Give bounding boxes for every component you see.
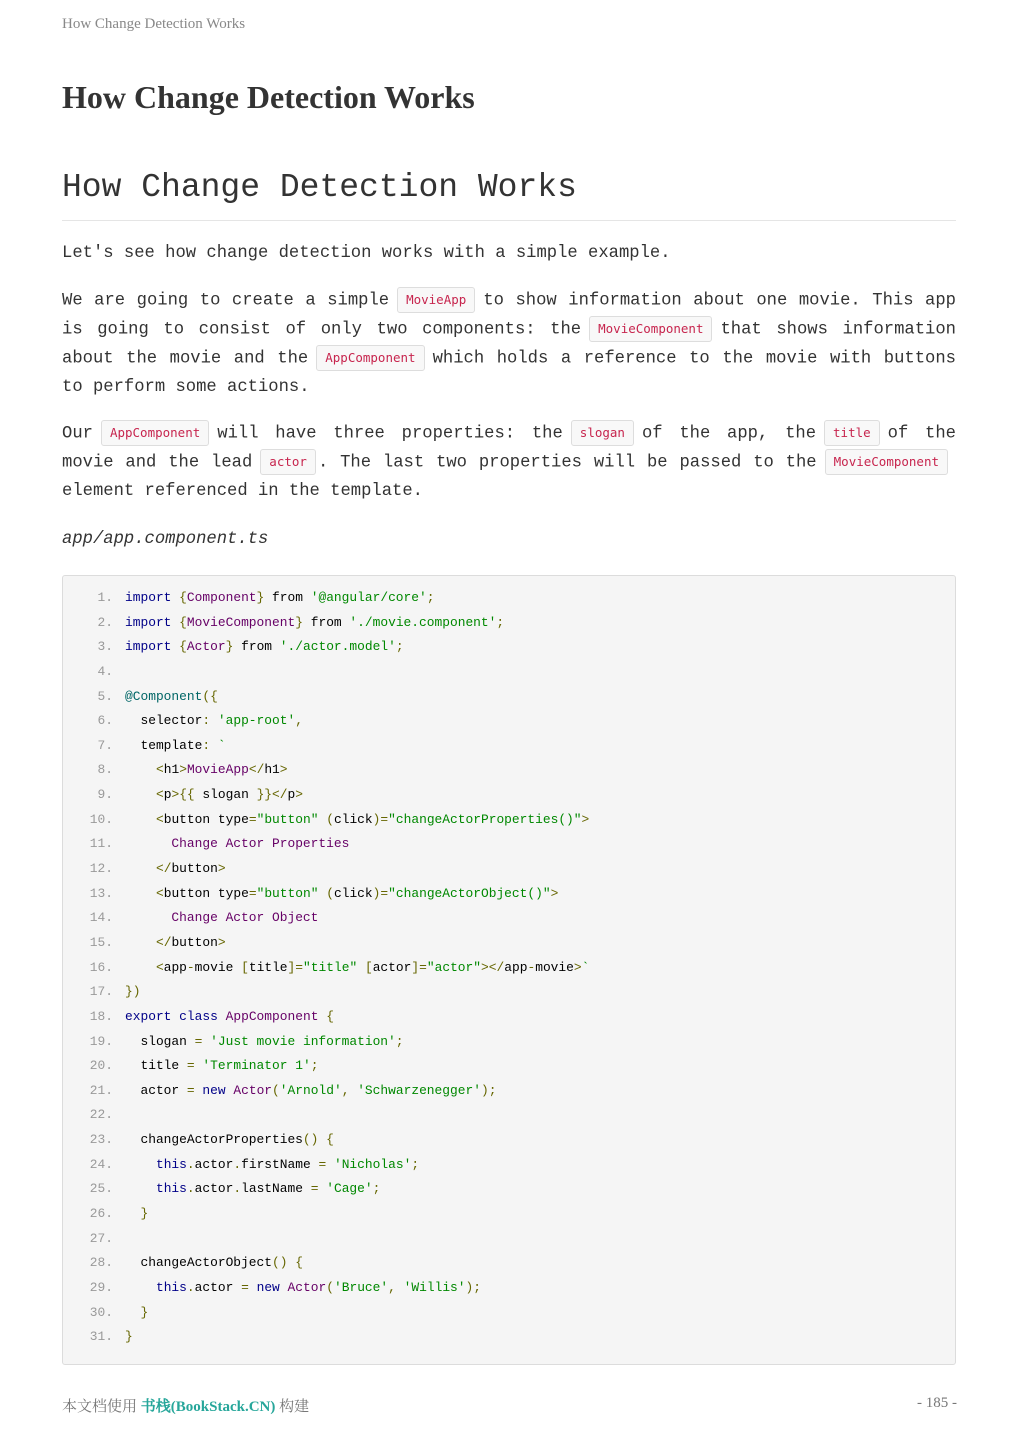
code-line — [63, 906, 955, 931]
code-token: = — [318, 1156, 327, 1172]
line-number: 16. — [89, 959, 113, 975]
code-token — [210, 713, 218, 728]
code-token: ></ — [481, 959, 505, 975]
code-token: firstName — [241, 1156, 319, 1172]
code-token: 'Arnold' — [279, 1082, 342, 1098]
code-token — [125, 1280, 156, 1295]
code-token: type — [217, 885, 249, 901]
code-line — [63, 980, 955, 1005]
code-token: { — [179, 639, 187, 655]
line-number: 5. — [97, 688, 113, 704]
code-token: } — [225, 639, 234, 655]
code-token: Change Actor Object — [171, 910, 319, 926]
code-token: )= — [372, 885, 389, 901]
code-token — [357, 960, 365, 975]
line-number: 17. — [89, 984, 113, 1000]
code-line — [63, 832, 955, 857]
code-line — [63, 1128, 955, 1153]
code-token: ; — [395, 1033, 404, 1049]
code-token: AppComponent — [225, 1008, 319, 1024]
line-number: 8. — [97, 762, 113, 778]
code-token: title — [125, 1058, 187, 1074]
code-token: 'Schwarzenegger' — [357, 1082, 481, 1098]
code-token: "changeActorObject()" — [388, 885, 551, 901]
paragraph-text: element referenced in the template. — [62, 482, 423, 502]
code-token: app — [504, 959, 528, 975]
code-token: 'Terminator 1' — [202, 1058, 311, 1074]
line-number: 18. — [89, 1008, 113, 1024]
paragraph-text: of the movie and the lead — [62, 424, 956, 473]
inline-code: slogan — [571, 420, 634, 446]
code-token — [233, 960, 241, 975]
code-token: 'app-root' — [217, 713, 296, 729]
code-token: > — [295, 787, 304, 803]
code-line — [63, 808, 955, 833]
code-token: ( — [272, 1082, 280, 1098]
code-token: selector — [125, 713, 203, 729]
code-token: slogan — [125, 1033, 195, 1049]
code-line — [63, 685, 955, 710]
inline-code: MovieApp — [397, 287, 475, 313]
code-token — [125, 1305, 140, 1320]
paragraph-text: which holds a reference to the movie with buttons to perform some actions. — [62, 349, 956, 398]
code-token: this — [155, 1181, 187, 1197]
code-token: title — [248, 959, 288, 975]
code-token — [125, 1157, 156, 1172]
code-token: } — [140, 1304, 149, 1320]
line-number: 28. — [89, 1255, 113, 1271]
code-line — [63, 709, 955, 734]
code-line — [63, 1054, 955, 1079]
code-token — [125, 762, 156, 777]
code-token: { — [295, 1255, 303, 1271]
section-heading: How Change Detection Works — [62, 168, 956, 221]
code-token: </ — [155, 934, 172, 950]
code-token: , — [295, 713, 303, 729]
line-number: 15. — [89, 934, 113, 950]
code-token: "button" — [256, 811, 319, 827]
code-token: Actor — [287, 1279, 327, 1295]
code-token: export — [125, 1008, 172, 1024]
code-line — [63, 882, 955, 907]
code-line — [63, 586, 955, 611]
code-token — [125, 812, 156, 827]
code-token — [249, 1280, 257, 1295]
code-token: '@angular/core' — [310, 590, 427, 605]
page-title: How Change Detection Works — [62, 79, 475, 115]
inline-code: AppComponent — [101, 420, 209, 446]
line-number: 31. — [89, 1329, 113, 1345]
code-token: : — [202, 737, 211, 753]
line-number: 26. — [89, 1206, 113, 1222]
code-token — [125, 910, 171, 925]
line-number: 2. — [97, 614, 113, 630]
code-token: () — [271, 1255, 288, 1271]
code-token — [125, 836, 171, 851]
code-token: ]= — [411, 959, 427, 975]
code-token: 'Bruce' — [333, 1279, 389, 1295]
code-token: new — [256, 1279, 280, 1295]
code-token: [ — [364, 959, 373, 975]
line-number: 3. — [97, 639, 113, 655]
code-token: > — [279, 762, 288, 778]
code-token: button — [163, 811, 211, 827]
code-line — [63, 1276, 955, 1301]
code-token: button — [171, 861, 218, 877]
code-token: h1 — [163, 762, 180, 778]
code-token: movie — [194, 959, 234, 975]
code-line — [63, 1153, 955, 1178]
code-token: actor — [125, 1082, 187, 1098]
code-token — [210, 738, 218, 753]
code-token: app — [163, 959, 187, 975]
code-token: ; — [426, 590, 435, 605]
page-number: - 185 - — [917, 1395, 957, 1411]
code-token: > — [179, 762, 187, 778]
code-token: button — [171, 934, 218, 950]
paragraph-components — [62, 287, 956, 403]
code-token: - — [527, 959, 536, 975]
code-token: . — [186, 1156, 195, 1172]
code-block — [62, 575, 956, 1365]
code-token: "button" — [256, 885, 319, 901]
code-token: { — [326, 1132, 334, 1148]
code-token: { — [179, 590, 187, 605]
code-token — [218, 1009, 226, 1024]
code-token: lastName — [241, 1181, 311, 1197]
code-token — [326, 1157, 334, 1172]
code-token: ]= — [287, 959, 304, 975]
code-token: }) — [125, 984, 141, 1000]
code-token: actor — [194, 1156, 234, 1172]
code-token: class — [179, 1008, 218, 1024]
code-token: { — [179, 614, 187, 630]
code-token — [171, 639, 179, 654]
code-line — [63, 1301, 955, 1326]
paragraph-properties — [62, 420, 956, 507]
footer-credit — [62, 1395, 309, 1416]
paragraph-text: will have three properties: the — [217, 424, 563, 444]
inline-code: title — [824, 420, 880, 446]
code-line — [63, 758, 955, 783]
code-line — [63, 734, 955, 759]
line-number: 11. — [89, 836, 113, 852]
code-token: click — [333, 811, 373, 827]
code-line — [63, 1103, 955, 1128]
code-token — [280, 1280, 288, 1295]
code-line — [63, 1005, 955, 1030]
code-token: = — [248, 811, 257, 827]
code-token: ); — [480, 1082, 497, 1098]
code-line — [63, 660, 955, 685]
code-token: changeActorProperties — [125, 1132, 303, 1148]
line-number: 21. — [89, 1082, 113, 1098]
line-number: 1. — [97, 590, 113, 605]
intro-paragraph: Let's see how change detection works with a simple example. — [62, 244, 671, 263]
code-token: = — [186, 1082, 195, 1098]
code-token: movie — [535, 959, 574, 975]
paragraph-text: of the app, the — [641, 424, 817, 444]
code-token: ; — [411, 1156, 420, 1172]
code-token: 'Cage' — [326, 1181, 373, 1197]
line-number: 22. — [89, 1107, 113, 1123]
code-token: "changeActorProperties()" — [388, 811, 582, 827]
line-number: 6. — [97, 713, 113, 729]
code-token: < — [155, 762, 164, 778]
inline-code: MovieComponent — [589, 316, 712, 342]
code-token: . — [186, 1279, 195, 1295]
code-token: ; — [372, 1181, 381, 1197]
footer-text: 构建 — [279, 1399, 310, 1415]
code-token: . — [233, 1181, 242, 1197]
line-number: 13. — [89, 885, 113, 901]
paragraph-text: Our — [62, 424, 93, 444]
code-token: './actor.model' — [279, 639, 396, 655]
code-line — [63, 1079, 955, 1104]
code-line — [63, 956, 955, 981]
code-filename: app/app.component.ts — [62, 530, 269, 549]
code-token: click — [333, 885, 373, 901]
code-token: ; — [310, 1058, 319, 1074]
code-line — [63, 1227, 955, 1252]
code-token: [ — [241, 959, 249, 975]
code-token — [125, 787, 156, 802]
line-number: 7. — [97, 737, 113, 753]
paragraph-text: . The last two properties will be passed to the — [317, 453, 817, 473]
code-line — [63, 1177, 955, 1202]
code-line — [63, 1202, 955, 1227]
code-token: > — [217, 934, 226, 950]
code-line — [63, 635, 955, 660]
code-token — [396, 1280, 404, 1295]
code-token: ; — [395, 639, 404, 655]
code-token: './movie.component' — [349, 614, 497, 630]
code-token: { — [326, 1008, 334, 1024]
code-token: p — [287, 787, 296, 803]
code-token — [125, 861, 156, 876]
code-token: </ — [248, 762, 265, 778]
code-token: >{{ — [171, 787, 195, 803]
code-token: "title" — [303, 959, 358, 975]
code-token: h1 — [264, 762, 280, 778]
code-token — [210, 886, 218, 901]
code-token: , — [388, 1279, 396, 1295]
code-token: new — [202, 1082, 226, 1098]
running-header: How Change Detection Works — [62, 16, 246, 32]
footer-text: 本文档使用 — [62, 1399, 138, 1415]
code-token: < — [155, 811, 164, 827]
code-token: . — [233, 1156, 242, 1172]
code-token: )= — [372, 811, 389, 827]
code-token: from — [302, 614, 350, 630]
code-token: ( — [326, 885, 334, 901]
code-token: MovieComponent — [186, 614, 296, 630]
code-token: : — [202, 713, 211, 729]
line-number: 4. — [97, 663, 113, 679]
code-token: } — [256, 590, 265, 605]
code-token: - — [186, 959, 195, 975]
code-token — [125, 960, 156, 975]
code-token: import — [125, 639, 172, 655]
code-token: ); — [465, 1279, 482, 1295]
code-token — [125, 935, 156, 950]
code-line — [63, 857, 955, 882]
paragraph-text: to show information about one movie. This app is going to consist of only two components: the — [62, 291, 956, 340]
code-token: import — [125, 590, 172, 605]
code-token: = — [248, 885, 257, 901]
code-line — [63, 1030, 955, 1055]
code-token — [202, 1034, 210, 1049]
code-token: slogan — [194, 787, 257, 803]
code-token: </ — [155, 861, 172, 877]
code-token: ( — [326, 811, 334, 827]
code-token: , — [341, 1082, 350, 1098]
code-line — [63, 1325, 955, 1350]
code-token: type — [217, 811, 249, 827]
code-token: from — [233, 639, 280, 655]
code-token — [210, 812, 218, 827]
code-token: import — [125, 614, 172, 630]
code-token: = — [194, 1033, 203, 1049]
code-token: Component — [186, 590, 257, 605]
code-token: < — [155, 787, 164, 803]
line-number: 29. — [89, 1279, 113, 1295]
code-token: = — [310, 1181, 319, 1197]
code-token: 'Nicholas' — [333, 1156, 412, 1172]
code-token — [171, 615, 179, 630]
code-token: } — [295, 614, 303, 630]
code-token: = — [186, 1058, 195, 1074]
code-token: @Component — [125, 688, 203, 704]
code-token: MovieApp — [186, 762, 249, 778]
line-number: 24. — [89, 1156, 113, 1172]
code-token: > — [573, 959, 582, 975]
code-token: Change Actor Properties — [171, 836, 350, 852]
code-token: } — [125, 1329, 133, 1345]
line-number: 30. — [89, 1304, 113, 1320]
code-token: actor — [194, 1279, 242, 1295]
line-number: 19. — [89, 1033, 113, 1049]
code-token: > — [217, 861, 226, 877]
code-token: actor — [194, 1181, 234, 1197]
code-token: button — [163, 885, 211, 901]
code-token: Actor — [186, 639, 226, 655]
code-token: < — [155, 959, 164, 975]
line-number: 14. — [89, 910, 113, 926]
code-token: actor — [372, 959, 412, 975]
code-token — [171, 590, 179, 605]
inline-code: AppComponent — [316, 345, 424, 371]
code-line — [63, 931, 955, 956]
code-token — [125, 1206, 140, 1221]
code-token: ({ — [202, 688, 218, 704]
code-line — [63, 783, 955, 808]
code-token: p — [163, 787, 172, 803]
paragraph-text: that shows information about the movie and the — [62, 320, 956, 369]
code-token — [171, 1009, 179, 1024]
line-number: 9. — [97, 787, 113, 803]
inline-code: MovieComponent — [825, 449, 948, 475]
line-number: 10. — [89, 811, 113, 827]
code-token — [125, 1181, 156, 1196]
code-token: }}</ — [256, 787, 288, 803]
code-token: = — [241, 1279, 249, 1295]
inline-code: actor — [260, 449, 316, 475]
code-line — [63, 1251, 955, 1276]
code-token: 'Just movie information' — [210, 1033, 396, 1049]
line-number: 25. — [89, 1181, 113, 1197]
code-token: ; — [496, 614, 505, 630]
code-token — [318, 1132, 326, 1147]
code-token: this — [155, 1279, 187, 1295]
code-token: ` — [217, 737, 226, 753]
paragraph-text: We are going to create a simple — [62, 291, 390, 311]
code-token: changeActorObject — [125, 1255, 272, 1271]
code-token: template — [125, 737, 203, 753]
code-token: "actor" — [426, 959, 482, 975]
code-token: ` — [581, 959, 590, 975]
code-token: > — [581, 811, 590, 827]
code-token — [125, 886, 156, 901]
line-number: 27. — [89, 1230, 113, 1246]
code-token: from — [264, 590, 311, 605]
code-token: ( — [326, 1279, 334, 1295]
code-token: . — [186, 1181, 195, 1197]
code-token: this — [155, 1156, 187, 1172]
code-token: 'Willis' — [403, 1279, 466, 1295]
line-number: 12. — [89, 861, 113, 877]
code-line — [63, 611, 955, 636]
code-token: < — [155, 885, 164, 901]
code-token: > — [550, 885, 559, 901]
line-number: 20. — [89, 1058, 113, 1074]
code-token: () — [302, 1132, 319, 1148]
code-token: } — [140, 1206, 149, 1222]
footer-brand-link[interactable]: 书栈(BookStack.CN) — [140, 1399, 276, 1415]
line-number: 23. — [89, 1132, 113, 1148]
code-token: Actor — [233, 1082, 273, 1098]
